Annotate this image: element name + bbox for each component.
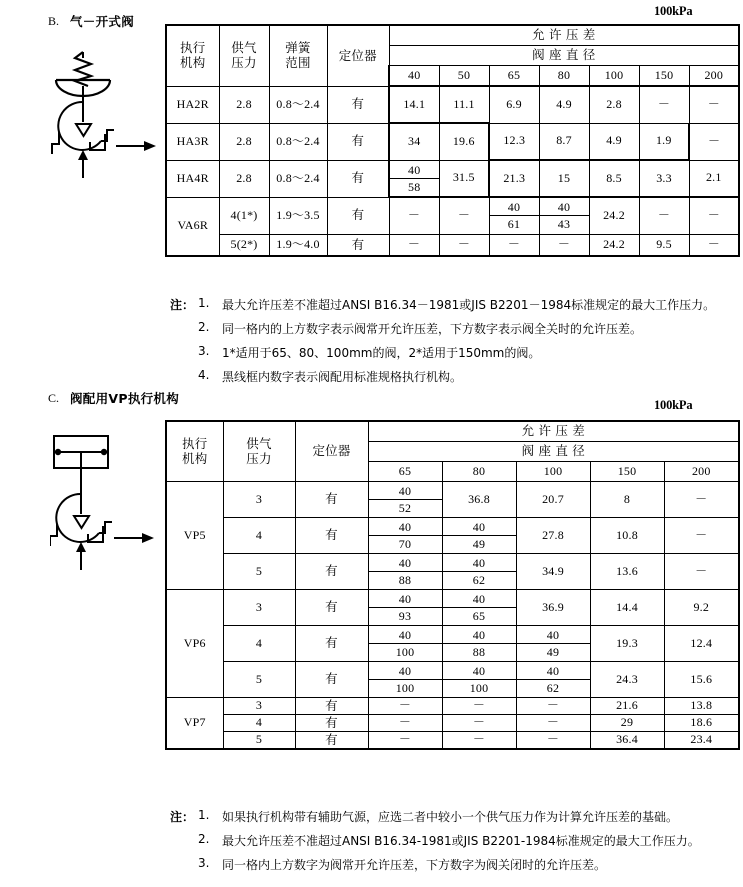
cell-pressure-diff: 23.4 xyxy=(664,732,739,749)
valve-symbol-spring-diaphragm xyxy=(50,50,170,180)
cell-pressure-diff: 15.6 xyxy=(664,662,739,698)
note-item xyxy=(170,296,730,313)
cell-pressure-diff: － xyxy=(368,698,442,715)
cell-actuator: VA6R xyxy=(166,197,219,256)
header-supply-pressure: 供气 压力 xyxy=(219,25,269,86)
section-b-title: 气－开式阀 xyxy=(70,14,135,29)
cell-pressure-diff: 13.6 xyxy=(590,554,664,590)
cell-pressure-diff: 10.8 xyxy=(590,518,664,554)
cell-positioner: 有 xyxy=(295,732,368,749)
cell-pressure-diff: 24.2 xyxy=(589,234,639,256)
cell-pressure-diff: － xyxy=(664,554,739,590)
cell-pressure-diff xyxy=(368,662,442,698)
cell-value-closed: 61 xyxy=(507,217,521,232)
cell-value-closed: 100 xyxy=(395,645,415,659)
section-c-title: 阀配用VP执行机构 xyxy=(70,391,180,406)
cell-pressure-diff xyxy=(539,197,589,234)
cell-value-open: 40 xyxy=(443,627,516,644)
cell-positioner: 有 xyxy=(295,554,368,590)
cell-value-closed: 49 xyxy=(472,537,486,551)
header-seat-size-100: 100 xyxy=(589,66,639,87)
cell-value-closed: 88 xyxy=(398,573,412,587)
note-number: 3. xyxy=(198,344,210,358)
note-item xyxy=(170,344,730,361)
cell-value-closed: 100 xyxy=(395,681,415,695)
header-positioner: 定位器 xyxy=(327,25,389,86)
cell-value-open: 40 xyxy=(443,591,516,608)
cell-positioner: 有 xyxy=(327,123,389,160)
cell-value-closed: 49 xyxy=(546,645,560,659)
cell-value-open: 40 xyxy=(369,591,442,608)
table-row-header-1 xyxy=(166,25,739,46)
header-seat-size-65: 65 xyxy=(368,462,442,482)
cell-pressure-diff: － xyxy=(389,197,439,234)
cell-pressure-diff: 2.1 xyxy=(689,160,739,197)
header-group-allowable-pressure-diff: 允 许 压 差 xyxy=(368,421,739,442)
header-seat-size-200: 200 xyxy=(689,66,739,87)
cell-pressure-diff xyxy=(489,197,539,234)
cell-supply-pressure: 2.8 xyxy=(219,160,269,197)
cell-pressure-diff: － xyxy=(439,234,489,256)
cell-pressure-diff: － xyxy=(442,698,516,715)
note-text: 同一格内上方数字为阀常开允许压差，下方数字为阀关闭时的允许压差。 xyxy=(222,858,607,872)
table-row xyxy=(166,518,739,554)
cell-value-closed: 43 xyxy=(557,217,571,232)
cell-pressure-diff: 19.3 xyxy=(590,626,664,662)
cell-pressure-diff: 12.4 xyxy=(664,626,739,662)
cell-pressure-diff xyxy=(389,160,439,197)
cell-positioner: 有 xyxy=(295,662,368,698)
cell-pressure-diff: － xyxy=(442,715,516,732)
cell-supply-pressure: 4 xyxy=(223,518,295,554)
cell-pressure-diff: 21.6 xyxy=(590,698,664,715)
cell-value-closed: 70 xyxy=(398,537,412,551)
cell-supply-pressure: 4 xyxy=(223,626,295,662)
notes-lead: 注： xyxy=(170,810,195,824)
header-seat-size-65: 65 xyxy=(489,66,539,87)
cell-pressure-diff: － xyxy=(639,86,689,123)
notes-section-c xyxy=(170,808,730,880)
cell-pressure-diff: 2.8 xyxy=(589,86,639,123)
cell-value-open: 40 xyxy=(369,555,442,572)
cell-pressure-diff xyxy=(368,590,442,626)
table-row xyxy=(166,732,739,749)
cell-pressure-diff: 36.4 xyxy=(590,732,664,749)
cell-value-closed: 52 xyxy=(398,501,412,515)
cell-supply-pressure: 4 xyxy=(223,715,295,732)
cell-pressure-diff: 24.2 xyxy=(589,197,639,234)
section-c-letter: C. xyxy=(48,391,60,405)
header-actuator: 执行 机构 xyxy=(166,25,219,86)
table-row xyxy=(166,86,739,123)
cell-positioner: 有 xyxy=(295,590,368,626)
cell-pressure-diff: 6.9 xyxy=(489,86,539,123)
cell-pressure-diff: － xyxy=(689,234,739,256)
table-section-b xyxy=(165,24,740,257)
header-supply-pressure: 供气 压力 xyxy=(223,421,295,482)
cell-pressure-diff xyxy=(442,554,516,590)
cell-positioner: 有 xyxy=(295,698,368,715)
cell-value-open: 40 xyxy=(369,483,442,500)
header-seat-size-80: 80 xyxy=(539,66,589,87)
cell-pressure-diff: 1.9 xyxy=(639,123,689,160)
table-row xyxy=(166,234,739,256)
cell-pressure-diff xyxy=(516,626,590,662)
cell-value-open: 40 xyxy=(369,519,442,536)
table-row-header-1 xyxy=(166,421,739,442)
cell-actuator: VP5 xyxy=(166,482,223,590)
cell-pressure-diff: 18.6 xyxy=(664,715,739,732)
cell-pressure-diff: 27.8 xyxy=(516,518,590,554)
cell-pressure-diff: － xyxy=(442,732,516,749)
header-seat-size-100: 100 xyxy=(516,462,590,482)
cell-value-closed: 65 xyxy=(472,609,486,623)
cell-pressure-diff: 31.5 xyxy=(439,160,489,197)
table-row xyxy=(166,197,739,234)
note-text: 黑线框内数字表示阀配用标准规格执行机构。 xyxy=(222,370,463,384)
section-c-unit-label: 100kPa xyxy=(654,398,693,412)
cell-pressure-diff: － xyxy=(516,715,590,732)
cell-value-open: 40 xyxy=(443,663,516,680)
cell-value-open: 40 xyxy=(443,519,516,536)
cell-spring-range: 0.8～2.4 xyxy=(269,86,327,123)
cell-pressure-diff: 24.3 xyxy=(590,662,664,698)
cell-actuator: HA4R xyxy=(166,160,219,197)
section-b-letter: B. xyxy=(48,14,60,28)
cell-pressure-diff: 15 xyxy=(539,160,589,197)
cell-pressure-diff: 36.9 xyxy=(516,590,590,626)
cell-pressure-diff: － xyxy=(689,123,739,160)
cell-pressure-diff: 12.3 xyxy=(489,123,539,160)
cell-pressure-diff xyxy=(442,662,516,698)
header-group-seat-diameter: 阀 座 直 径 xyxy=(368,442,739,462)
cell-pressure-diff xyxy=(368,554,442,590)
note-number: 1. xyxy=(198,808,210,822)
cell-spring-range: 0.8～2.4 xyxy=(269,160,327,197)
cell-pressure-diff: － xyxy=(539,234,589,256)
cell-pressure-diff: 20.7 xyxy=(516,482,590,518)
cell-pressure-diff: 14.4 xyxy=(590,590,664,626)
cell-positioner: 有 xyxy=(327,197,389,234)
cell-pressure-diff: － xyxy=(664,482,739,518)
cell-value-closed: 100 xyxy=(469,681,489,695)
cell-pressure-diff: 19.6 xyxy=(439,123,489,160)
notes-section-b xyxy=(170,296,730,392)
cell-pressure-diff: － xyxy=(368,732,442,749)
cell-pressure-diff: － xyxy=(516,732,590,749)
note-text: 如果执行机构带有辅助气源，应选二者中较小一个供气压力作为计算允许压差的基础。 xyxy=(222,810,679,824)
cell-pressure-diff xyxy=(368,626,442,662)
table-row xyxy=(166,123,739,160)
cell-pressure-diff: 13.8 xyxy=(664,698,739,715)
valve-symbol-piston-cylinder xyxy=(50,432,170,572)
table-row xyxy=(166,698,739,715)
note-number: 2. xyxy=(198,832,210,846)
cell-positioner: 有 xyxy=(295,626,368,662)
cell-pressure-diff xyxy=(442,626,516,662)
table-section-c xyxy=(165,420,740,750)
cell-positioner: 有 xyxy=(295,482,368,518)
cell-value-closed: 62 xyxy=(546,681,560,695)
cell-spring-range: 1.9～3.5 xyxy=(269,197,327,234)
cell-value-open: 40 xyxy=(540,199,589,216)
table-row xyxy=(166,160,739,197)
cell-pressure-diff: 34.9 xyxy=(516,554,590,590)
cell-pressure-diff: － xyxy=(639,197,689,234)
cell-pressure-diff: － xyxy=(368,715,442,732)
cell-supply-pressure: 4(1*) xyxy=(219,197,269,234)
header-positioner: 定位器 xyxy=(295,421,368,482)
header-seat-size-40: 40 xyxy=(389,66,439,87)
cell-value-closed: 58 xyxy=(408,179,421,194)
cell-value-open: 40 xyxy=(490,199,539,216)
cell-pressure-diff: － xyxy=(389,234,439,256)
cell-supply-pressure: 5(2*) xyxy=(219,234,269,256)
note-number: 4. xyxy=(198,368,210,382)
cell-supply-pressure: 3 xyxy=(223,482,295,518)
note-text: 1*适用于65、80、100mm的阀，2*适用于150mm的阀。 xyxy=(222,346,541,360)
cell-pressure-diff: － xyxy=(689,86,739,123)
section-b-unit-label: 100kPa xyxy=(654,4,693,18)
cell-spring-range: 1.9～4.0 xyxy=(269,234,327,256)
cell-actuator: HA3R xyxy=(166,123,219,160)
cell-spring-range: 0.8～2.4 xyxy=(269,123,327,160)
cell-positioner: 有 xyxy=(295,518,368,554)
header-spring-range: 弹簧 范围 xyxy=(269,25,327,86)
cell-pressure-diff: － xyxy=(489,234,539,256)
cell-pressure-diff: 8 xyxy=(590,482,664,518)
cell-positioner: 有 xyxy=(327,234,389,256)
cell-supply-pressure: 2.8 xyxy=(219,86,269,123)
note-item xyxy=(170,320,730,337)
cell-pressure-diff: 8.5 xyxy=(589,160,639,197)
cell-actuator: HA2R xyxy=(166,86,219,123)
cell-value-open: 40 xyxy=(517,663,590,680)
table-row xyxy=(166,662,739,698)
cell-pressure-diff: 34 xyxy=(389,123,439,160)
notes-lead: 注： xyxy=(170,298,195,312)
cell-positioner: 有 xyxy=(327,86,389,123)
note-item xyxy=(170,832,730,849)
cell-pressure-diff: 14.1 xyxy=(389,86,439,123)
cell-value-open: 40 xyxy=(369,627,442,644)
cell-value-closed: 88 xyxy=(472,645,486,659)
cell-pressure-diff xyxy=(442,518,516,554)
cell-actuator: VP6 xyxy=(166,590,223,698)
cell-value-open: 40 xyxy=(390,162,439,179)
cell-value-closed: 93 xyxy=(398,609,412,623)
table-row xyxy=(166,626,739,662)
note-text: 最大允许压差不准超过ANSI B16.34－1981或JIS B2201－1984标准规定的最大工作压力。 xyxy=(222,298,716,312)
cell-pressure-diff: 3.3 xyxy=(639,160,689,197)
cell-pressure-diff: 4.9 xyxy=(589,123,639,160)
note-text: 最大允许压差不准超过ANSI B16.34-1981或JIS B2201-1984标准规定的最大工作压力。 xyxy=(222,834,700,848)
note-item xyxy=(170,368,730,385)
cell-pressure-diff: 4.9 xyxy=(539,86,589,123)
header-seat-size-150: 150 xyxy=(590,462,664,482)
note-text: 同一格内的上方数字表示阀常开允许压差，下方数字表示阀全关时的允许压差。 xyxy=(222,322,643,336)
header-group-allowable-pressure-diff: 允 许 压 差 xyxy=(389,25,739,46)
cell-value-open: 40 xyxy=(443,555,516,572)
cell-pressure-diff xyxy=(368,482,442,518)
cell-value-open: 40 xyxy=(517,627,590,644)
header-actuator: 执行 机构 xyxy=(166,421,223,482)
note-number: 3. xyxy=(198,856,210,870)
cell-supply-pressure: 5 xyxy=(223,554,295,590)
header-seat-size-80: 80 xyxy=(442,462,516,482)
cell-positioner: 有 xyxy=(327,160,389,197)
header-seat-size-150: 150 xyxy=(639,66,689,87)
note-number: 2. xyxy=(198,320,210,334)
table-row xyxy=(166,482,739,518)
header-seat-size-200: 200 xyxy=(664,462,739,482)
cell-pressure-diff: 36.8 xyxy=(442,482,516,518)
note-item xyxy=(170,808,730,825)
cell-pressure-diff: 9.5 xyxy=(639,234,689,256)
table-row xyxy=(166,554,739,590)
table-row xyxy=(166,590,739,626)
note-item xyxy=(170,856,730,873)
table-row xyxy=(166,715,739,732)
cell-pressure-diff: 11.1 xyxy=(439,86,489,123)
cell-supply-pressure: 5 xyxy=(223,662,295,698)
cell-value-closed: 62 xyxy=(472,573,486,587)
cell-supply-pressure: 3 xyxy=(223,590,295,626)
cell-pressure-diff: 29 xyxy=(590,715,664,732)
cell-pressure-diff: 21.3 xyxy=(489,160,539,197)
cell-pressure-diff: － xyxy=(439,197,489,234)
cell-pressure-diff: － xyxy=(689,197,739,234)
cell-pressure-diff: 8.7 xyxy=(539,123,589,160)
cell-supply-pressure: 5 xyxy=(223,732,295,749)
cell-supply-pressure: 2.8 xyxy=(219,123,269,160)
cell-pressure-diff: 9.2 xyxy=(664,590,739,626)
cell-pressure-diff: － xyxy=(664,518,739,554)
cell-supply-pressure: 3 xyxy=(223,698,295,715)
cell-pressure-diff xyxy=(442,590,516,626)
cell-pressure-diff: － xyxy=(516,698,590,715)
cell-positioner: 有 xyxy=(295,715,368,732)
cell-value-open: 40 xyxy=(369,663,442,680)
cell-pressure-diff xyxy=(368,518,442,554)
note-number: 1. xyxy=(198,296,210,310)
cell-actuator: VP7 xyxy=(166,698,223,749)
header-group-seat-diameter: 阀 座 直 径 xyxy=(389,46,739,66)
header-seat-size-50: 50 xyxy=(439,66,489,87)
cell-pressure-diff xyxy=(516,662,590,698)
